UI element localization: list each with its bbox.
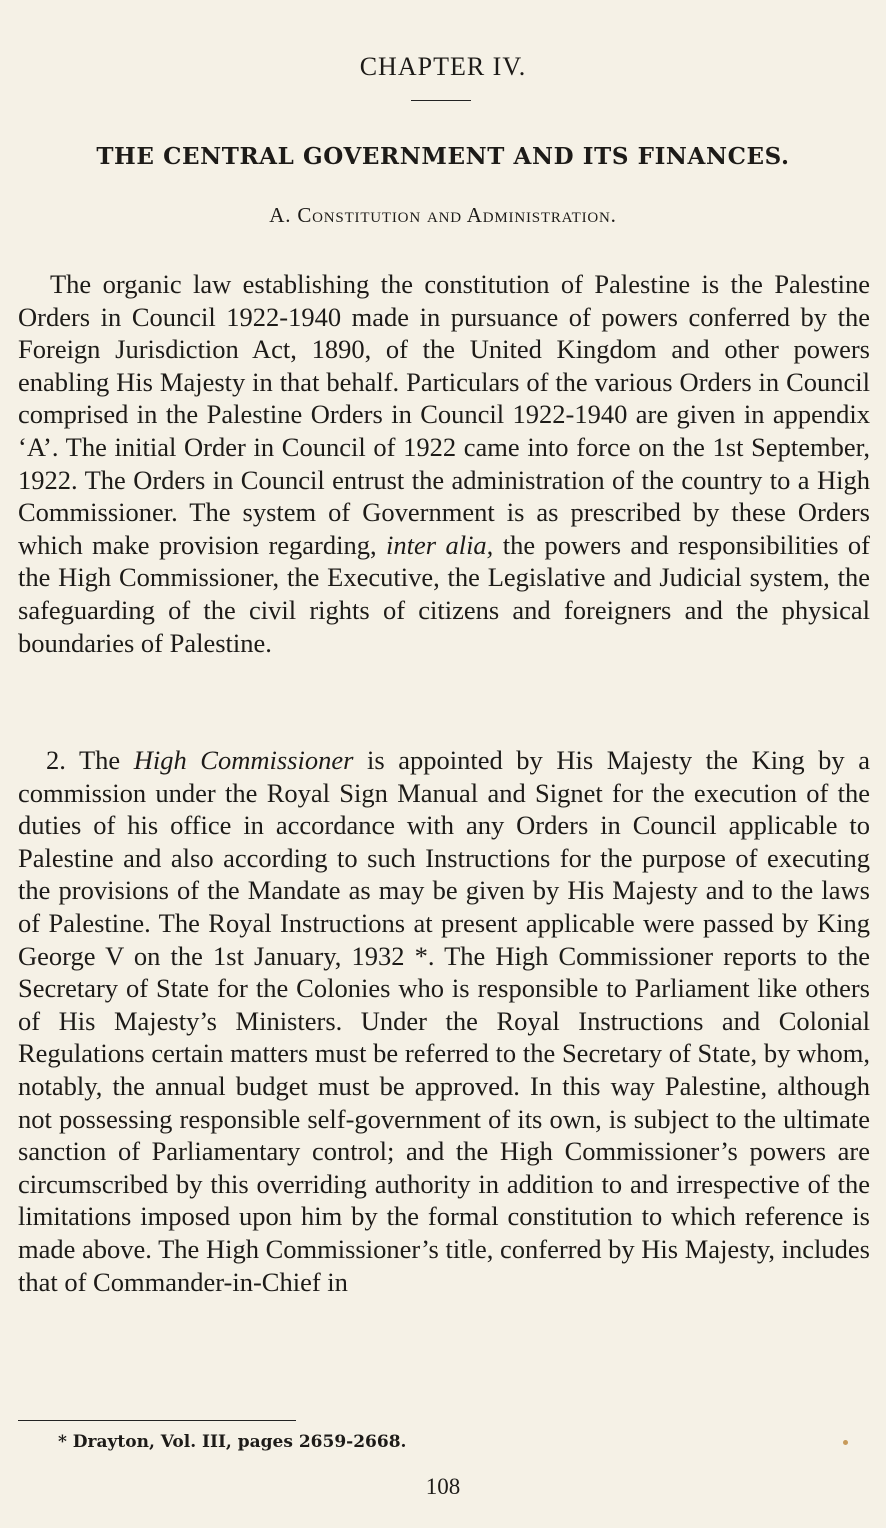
paragraph-2-italic: High Commissioner bbox=[133, 745, 354, 775]
paper-stain bbox=[843, 1440, 848, 1445]
chapter-divider bbox=[411, 100, 471, 101]
paragraph-2-number: 2. The bbox=[46, 745, 134, 775]
chapter-heading: CHAPTER IV. bbox=[359, 52, 527, 81]
paragraph-1-italic: inter alia, bbox=[386, 529, 494, 560]
section-name: Constitution and Administration. bbox=[297, 203, 617, 227]
footnote-divider bbox=[18, 1420, 296, 1421]
paragraph-1-text-end: the powers and responsibilities of the High Commissioner, the Executive, the Legislative and Judicial system, the safeguarding of the civil rights of citizens and foreigners and the physical boundaries of Palestine. bbox=[18, 529, 870, 658]
section-heading bbox=[0, 203, 886, 228]
page-number: 108 bbox=[425, 1474, 461, 1499]
footnote: * Drayton, Vol. III, pages 2659-2668. bbox=[58, 1432, 407, 1452]
paragraph-2 bbox=[18, 744, 870, 1298]
paragraph-2-text: is appointed by His Majesty the King by a commission under the Royal Sign Manual and Signet for the execution of the duties of his office in accordance with any Orders in Council applicable to Palestine and also according to such Instructions for the purpose of executing the provisions of the Mandate as may be given by His Majesty and to the laws of Palestine. The Royal Instructions at present applicable were passed by King George V on the 1st January, 1932 *. The High Commissioner reports to the Secretary of State for the Colonies who is responsible to Parliament like others of His Majesty’s Ministers. Under the Royal Instructions and Colonial Regulations certain matters must be referred to the Secretary of State, by whom, notably, the annual budget must be approved. In this way Palestine, although not possessing responsible self-government of its own, is subject to the ultimate sanction of Parliamentary control; and the High Commissioner’s powers are circumscribed by this overriding authority in addition to and irrespective of the limitations imposed upon him by the formal constitution to which reference is made above. The High Commissioner’s title, conferred by His Majesty, includes that of Commander-in-Chief in bbox=[18, 745, 870, 1297]
paragraph-1 bbox=[18, 268, 870, 659]
section-letter: A. bbox=[269, 203, 292, 227]
page-title: THE CENTRAL GOVERNMENT AND ITS FINANCES. bbox=[96, 143, 790, 170]
paragraph-1-text: The organic law establishing the constitution of Palestine is the Palestine Orders in Council 1922-1940 made in pursuance of powers conferred by the Foreign Jurisdiction Act, 1890, of the United Kingdom and other powers enabling His Majesty in that behalf. Particulars of the various Orders in Council comprised in the Palestine Orders in Council 1922-1940 are given in appendix ‘A’. The initial Order in Council of 1922 came into force on the 1st September, 1922. The Orders in Council entrust the administration of the country to a High Commissioner. The system of Government is as prescribed by these Orders which make provision regarding, bbox=[18, 269, 870, 560]
